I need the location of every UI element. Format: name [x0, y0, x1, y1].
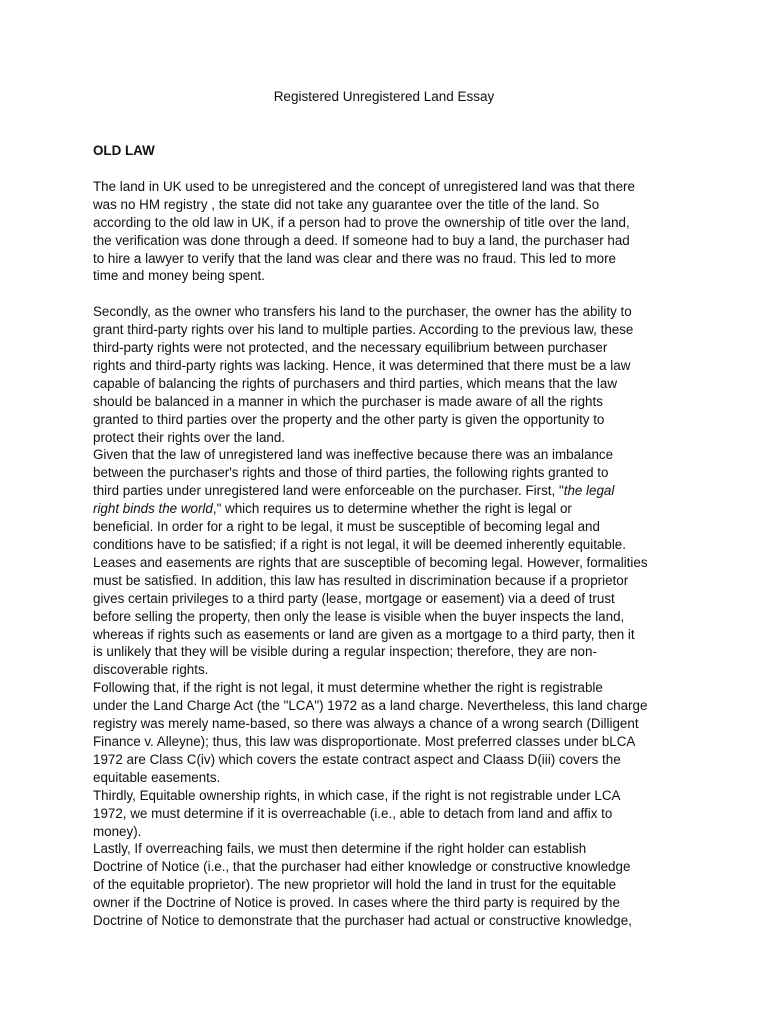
text-line-with-quote: [93, 482, 683, 500]
text-line: Finance v. Alleyne); thus, this law was disproportionate. Most preferred classes under bLCA: [93, 733, 636, 749]
text-line: should be balanced in a manner in which the purchaser is made aware of all the rights: [93, 393, 603, 409]
quote-prefix: third parties under unregistered land were enforceable on the purchaser. First, ": [93, 483, 564, 499]
text-line: of the equitable proprietor). The new proprietor will hold the land in trust for the equitable: [93, 877, 617, 893]
text-line: according to the old law in UK, if a person had to prove the ownership of title over the land,: [93, 214, 630, 230]
text-line: before selling the property, then only the lease is visible when the buyer inspects the land,: [93, 608, 625, 624]
text-line: gives certain privileges to a third party (lease, mortgage or easement) via a deed of trust: [93, 590, 615, 606]
text-line: must be satisfied. In addition, this law has resulted in discrimination because if a proprietor: [93, 572, 629, 588]
text-line: Doctrine of Notice to demonstrate that the purchaser had actual or constructive knowledge,: [93, 913, 632, 929]
text-line: rights and third-party rights was lacking. Hence, it was determined that there must be a law: [93, 357, 631, 373]
paragraph-5: [93, 787, 683, 841]
text-line: the verification was done through a deed. If someone had to buy a land, the purchaser had: [93, 232, 630, 248]
document-body: [93, 142, 683, 930]
section-heading-old-law: OLD LAW: [93, 143, 155, 158]
text-line: equitable easements.: [93, 769, 221, 785]
quote-emphasis-2: right binds the world: [93, 501, 213, 517]
text-line: 1972, we must determine if it is overreachable (i.e., able to detach from land and affix to: [93, 805, 613, 821]
text-line: money).: [93, 823, 142, 839]
text-line: registry was merely name-based, so there was always a chance of a wrong search (Dilligent: [93, 716, 639, 732]
text-line: The land in UK used to be unregistered and the concept of unregistered land was that there: [93, 178, 635, 194]
text-line: was no HM registry , the state did not take any guarantee over the title of the land. So: [93, 196, 600, 212]
text-line: to hire a lawyer to verify that the land was clear and there was no fraud. This led to more: [93, 250, 616, 266]
text-line: grant third-party rights over his land to multiple parties. According to the previous law, these: [93, 322, 634, 338]
paragraph-2: [93, 303, 683, 446]
document-title: Registered Unregistered Land Essay: [273, 89, 495, 104]
text-line: time and money being spent.: [93, 268, 265, 284]
text-line: granted to third parties over the property and the other party is given the opportunity to: [93, 411, 605, 427]
text-line: Secondly, as the owner who transfers his land to the purchaser, the owner has the ability to: [93, 304, 632, 320]
text-line: Following that, if the right is not legal, it must determine whether the right is registrable: [93, 680, 603, 696]
quote-suffix: ," which requires us to determine whether the right is legal or: [212, 501, 572, 517]
paragraph-6: [93, 840, 683, 930]
text-line: owner if the Doctrine of Notice is proved. In cases where the third party is required by the: [93, 895, 620, 911]
quote-emphasis-1: the legal: [563, 483, 615, 499]
text-line: capable of balancing the rights of purchasers and third parties, which means that the law: [93, 375, 618, 391]
text-line: between the purchaser's rights and those of third parties, the following rights granted to: [93, 465, 609, 481]
text-line: Given that the law of unregistered land was ineffective because there was an imbalance: [93, 447, 614, 463]
text-line-with-quote: [93, 500, 683, 518]
paragraph-3: [93, 446, 683, 679]
text-line: discoverable rights.: [93, 662, 209, 678]
paragraph-4: [93, 679, 683, 786]
text-line: Lastly, If overreaching fails, we must then determine if the right holder can establish: [93, 841, 587, 857]
text-line: 1972 are Class C(iv) which covers the estate contract aspect and Claass D(iii) covers the: [93, 751, 621, 767]
text-line: Leases and easements are rights that are susceptible of becoming legal. However, formalities: [93, 554, 648, 570]
text-line: beneficial. In order for a right to be legal, it must be susceptible of becoming legal and: [93, 519, 600, 535]
text-line: conditions have to be satisfied; if a right is not legal, it will be deemed inherently equitable.: [93, 537, 626, 553]
paragraph-1: [93, 178, 683, 285]
text-line: protect their rights over the land.: [93, 429, 286, 445]
text-line: whereas if rights such as easements or land are given as a mortgage to a third party, then it: [93, 626, 635, 642]
text-line: third-party rights were not protected, and the necessary equilibrium between purchaser: [93, 340, 608, 356]
text-line: Thirdly, Equitable ownership rights, in which case, if the right is not registrable under LCA: [93, 787, 621, 803]
text-line: under the Land Charge Act (the "LCA") 1972 as a land charge. Nevertheless, this land charge: [93, 698, 648, 714]
text-line: Doctrine of Notice (i.e., that the purchaser had either knowledge or constructive knowledge: [93, 859, 631, 875]
text-line: is unlikely that they will be visible during a regular inspection; therefore, they are non-: [93, 644, 597, 660]
